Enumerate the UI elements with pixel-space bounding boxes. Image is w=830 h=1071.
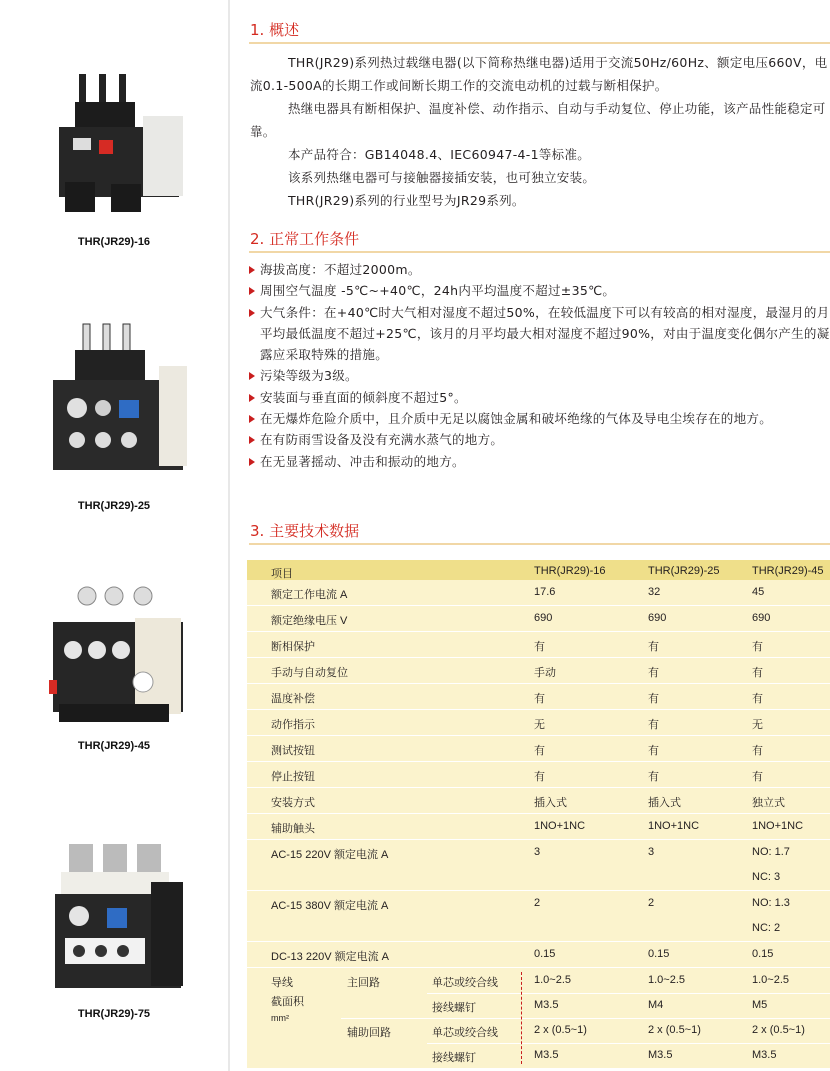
bullet-icon — [249, 372, 255, 380]
product-caption: THR(JR29)-75 — [77, 1008, 151, 1020]
relay-thr25-image — [0, 320, 228, 480]
product-caption: THR(JR29)-25 — [77, 500, 151, 512]
table-row: 辅助触头 1NO+1NC 1NO+1NC 1NO+1NC — [247, 814, 830, 839]
section-title-conditions: 2. 正常工作条件 — [250, 230, 360, 248]
table-row: AC-15 380V 额定电流 A 2 2 NO: 1.3 NC: 2 — [247, 891, 830, 941]
bullet-icon — [249, 458, 255, 466]
product-caption: THR(JR29)-45 — [77, 740, 151, 752]
table-row: 停止按钮 有 有 有 — [247, 762, 830, 787]
list-item: 大气条件：在+40℃时大气相对湿度不超过50%，在较低温度下可以有较高的相对湿度，最湿月的月平均最低温度不超过+25℃，该月的月平均最大相对湿度不超过90%，对由于温度变化偶尔产生的凝露应采取特殊的措施。 — [247, 302, 830, 366]
table-row: 动作指示 无 有 无 — [247, 710, 830, 735]
row-divider — [341, 1018, 830, 1019]
header-cell: THR(JR29)-25 — [648, 565, 720, 577]
table-row: 温度补偿 有 有 有 — [247, 684, 830, 709]
red-dashed-divider — [521, 972, 523, 1064]
overview-text — [250, 51, 830, 212]
overview-paragraph: THR(JR29)系列的行业型号为JR29系列。 — [288, 193, 525, 208]
list-item: 在无显著摇动、冲击和振动的地方。 — [247, 451, 830, 472]
list-item: 周围空气温度 -5℃~+40℃，24h内平均温度不超过±35℃。 — [247, 280, 830, 301]
list-item: 在有防雨雪设备及没有充满水蒸气的地方。 — [247, 429, 830, 450]
bullet-icon — [249, 309, 255, 317]
header-cell: 项目 — [271, 568, 293, 580]
overview-paragraph: THR(JR29)系列热过载继电器(以下简称热继电器)适用于交流50Hz/60Hz、额定电压660V，电流0.1-500A的长期工作或间断长期工作的交流电动机的过载与断相保护。 — [250, 55, 828, 93]
table-header — [247, 560, 830, 580]
overview-paragraph: 本产品符合：GB14048.4、IEC60947-4-1等标准。 — [288, 147, 591, 162]
relay-thr16-image — [0, 72, 228, 222]
bullet-icon — [249, 287, 255, 295]
table-row: 安装方式 插入式 插入式 独立式 — [247, 788, 830, 813]
table-row: 手动与自动复位 手动 有 有 — [247, 658, 830, 683]
header-cell: THR(JR29)-45 — [752, 565, 824, 577]
list-item: 安装面与垂直面的倾斜度不超过5°。 — [247, 387, 830, 408]
table-row: AC-15 220V 额定电流 A 3 3 NO: 1.7 NC: 3 — [247, 840, 830, 890]
section-divider — [249, 42, 830, 44]
overview-paragraph: 该系列热继电器可与接触器接插安装，也可独立安装。 — [288, 170, 596, 185]
bullet-icon — [249, 415, 255, 423]
table-row: 测试按钮 有 有 有 — [247, 736, 830, 761]
overview-paragraph: 热继电器具有断相保护、温度补偿、动作指示、自动与手动复位、停止功能，该产品性能稳定可靠。 — [250, 101, 826, 139]
section-divider — [249, 543, 830, 545]
table-row: 额定绝缘电压 V 690 690 690 — [247, 606, 830, 631]
relay-thr75-image — [0, 838, 228, 998]
row-divider — [427, 993, 830, 994]
table-row: 断相保护 有 有 有 — [247, 632, 830, 657]
bullet-icon — [249, 394, 255, 402]
table-row: DC-13 220V 额定电流 A 0.15 0.15 0.15 — [247, 942, 830, 967]
section-divider — [249, 251, 830, 253]
section-title-overview: 1. 概述 — [250, 21, 300, 39]
list-item: 海拔高度：不超过2000m。 — [247, 259, 830, 280]
list-item: 在无爆炸危险介质中，且介质中无足以腐蚀金属和破坏绝缘的气体及导电尘埃存在的地方。 — [247, 408, 830, 429]
conditions-list — [247, 259, 830, 472]
column-divider — [228, 0, 230, 1071]
product-column — [0, 0, 228, 1071]
bullet-icon — [249, 436, 255, 444]
header-cell: THR(JR29)-16 — [534, 565, 606, 577]
list-item: 污染等级为3级。 — [247, 365, 830, 386]
relay-thr45-image — [0, 582, 228, 732]
table-row: 额定工作电流 A 17.6 32 45 — [247, 580, 830, 605]
row-divider — [427, 1043, 830, 1044]
wire-section-block: 导线 截面积 mm² 主回路 辅助回路 单芯或绞合线 接线螺钉 单芯或绞合线 接线螺钉 1.0~2.5 1.0~2.5 1.0~2.5 M3.5 M4 M5 2 x (0.5~1) 2 x (0.5~1) 2 x (0.5~1) M3.5 M3.5 M3.5 — [247, 968, 830, 1068]
bullet-icon — [249, 266, 255, 274]
section-title-techdata: 3. 主要技术数据 — [250, 522, 360, 540]
product-caption: THR(JR29)-16 — [77, 236, 151, 248]
